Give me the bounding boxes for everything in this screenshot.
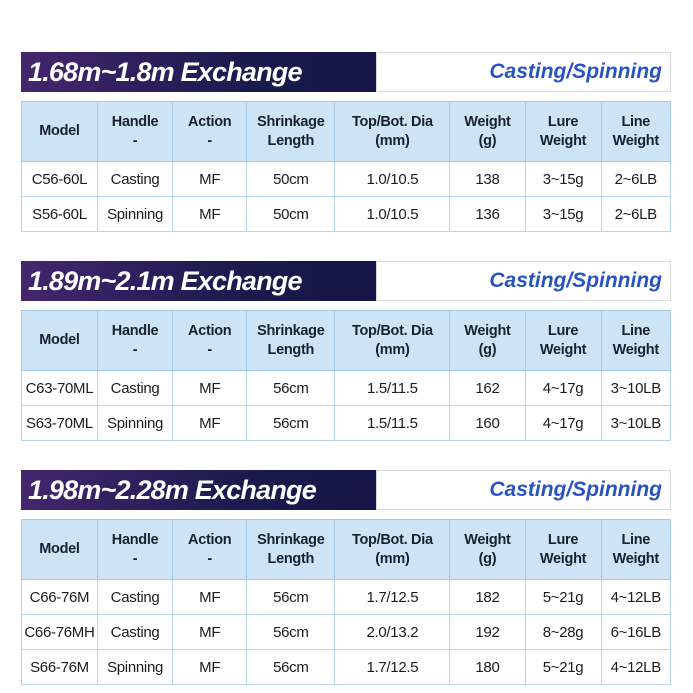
section-title: 1.98m~2.28m Exchange [28,474,316,505]
section-tag: Casting/Spinning [489,60,662,83]
cell-top-bot-dia: 1.5/11.5 [335,371,450,406]
col-header-model: Model [22,520,98,580]
cell-shrinkage-length: 56cm [247,580,335,615]
col-header-shrinkage-length: Shrinkage Length [247,311,335,371]
table-row [22,615,671,650]
col-header-top-bot-dia: Top/Bot. Dia (mm) [335,102,450,162]
cell-weight: 182 [450,580,525,615]
spec-section-168-18 [21,52,671,232]
section-header [21,52,671,92]
cell-lure-weight: 4~17g [525,406,601,441]
table-row [22,650,671,685]
cell-model: C66-76M [22,580,98,615]
col-header-handle: Handle - [97,520,172,580]
section-title-banner [21,261,376,301]
cell-model: S56-60L [22,197,98,232]
cell-model: S66-76M [22,650,98,685]
cell-line-weight: 3~10LB [601,371,671,406]
cell-lure-weight: 5~21g [525,650,601,685]
table-row [22,580,671,615]
cell-action: MF [173,580,247,615]
col-header-top-bot-dia: Top/Bot. Dia (mm) [335,520,450,580]
col-header-weight: Weight (g) [450,520,525,580]
col-header-action: Action - [173,102,247,162]
cell-top-bot-dia: 1.7/12.5 [335,580,450,615]
table-row [22,162,671,197]
cell-weight: 192 [450,615,525,650]
col-header-line-weight: Line Weight [601,311,671,371]
section-tag: Casting/Spinning [489,269,662,292]
cell-model: C56-60L [22,162,98,197]
spec-section-198-228 [21,470,671,685]
header-row [22,102,671,162]
cell-handle: Spinning [97,197,172,232]
cell-shrinkage-length: 50cm [247,197,335,232]
col-header-line-weight: Line Weight [601,102,671,162]
section-tag-box [376,261,671,301]
cell-weight: 180 [450,650,525,685]
table-row [22,371,671,406]
cell-action: MF [173,615,247,650]
section-header [21,470,671,510]
spec-table [21,519,671,685]
col-header-model: Model [22,311,98,371]
col-header-action: Action - [173,520,247,580]
cell-lure-weight: 8~28g [525,615,601,650]
cell-line-weight: 3~10LB [601,406,671,441]
col-header-weight: Weight (g) [450,311,525,371]
cell-handle: Casting [97,580,172,615]
col-header-lure-weight: Lure Weight [525,102,601,162]
cell-top-bot-dia: 2.0/13.2 [335,615,450,650]
cell-shrinkage-length: 56cm [247,615,335,650]
cell-shrinkage-length: 50cm [247,162,335,197]
cell-line-weight: 4~12LB [601,580,671,615]
cell-top-bot-dia: 1.5/11.5 [335,406,450,441]
cell-action: MF [173,162,247,197]
cell-top-bot-dia: 1.0/10.5 [335,197,450,232]
cell-action: MF [173,197,247,232]
cell-lure-weight: 3~15g [525,197,601,232]
header-row [22,311,671,371]
cell-lure-weight: 3~15g [525,162,601,197]
col-header-lure-weight: Lure Weight [525,311,601,371]
table-row [22,406,671,441]
col-header-handle: Handle - [97,311,172,371]
cell-weight: 160 [450,406,525,441]
cell-model: C63-70ML [22,371,98,406]
section-header [21,261,671,301]
cell-weight: 136 [450,197,525,232]
header-row [22,520,671,580]
cell-action: MF [173,371,247,406]
col-header-action: Action - [173,311,247,371]
cell-handle: Spinning [97,406,172,441]
cell-shrinkage-length: 56cm [247,371,335,406]
col-header-lure-weight: Lure Weight [525,520,601,580]
cell-model: S63-70ML [22,406,98,441]
cell-handle: Casting [97,162,172,197]
section-tag: Casting/Spinning [489,478,662,501]
cell-line-weight: 6~16LB [601,615,671,650]
cell-action: MF [173,650,247,685]
cell-top-bot-dia: 1.7/12.5 [335,650,450,685]
spec-table [21,101,671,232]
col-header-shrinkage-length: Shrinkage Length [247,520,335,580]
section-tag-box [376,52,671,92]
col-header-line-weight: Line Weight [601,520,671,580]
section-title-banner [21,470,376,510]
col-header-weight: Weight (g) [450,102,525,162]
section-title: 1.68m~1.8m Exchange [28,56,302,87]
cell-handle: Casting [97,615,172,650]
table-row [22,197,671,232]
cell-line-weight: 2~6LB [601,162,671,197]
col-header-shrinkage-length: Shrinkage Length [247,102,335,162]
cell-weight: 138 [450,162,525,197]
cell-action: MF [173,406,247,441]
spec-table [21,310,671,441]
cell-top-bot-dia: 1.0/10.5 [335,162,450,197]
cell-line-weight: 2~6LB [601,197,671,232]
col-header-handle: Handle - [97,102,172,162]
cell-model: C66-76MH [22,615,98,650]
cell-handle: Casting [97,371,172,406]
col-header-model: Model [22,102,98,162]
cell-lure-weight: 5~21g [525,580,601,615]
cell-handle: Spinning [97,650,172,685]
cell-weight: 162 [450,371,525,406]
col-header-top-bot-dia: Top/Bot. Dia (mm) [335,311,450,371]
section-title: 1.89m~2.1m Exchange [28,265,302,296]
cell-line-weight: 4~12LB [601,650,671,685]
spec-section-189-21 [21,261,671,441]
cell-lure-weight: 4~17g [525,371,601,406]
cell-shrinkage-length: 56cm [247,650,335,685]
section-tag-box [376,470,671,510]
section-title-banner [21,52,376,92]
cell-shrinkage-length: 56cm [247,406,335,441]
